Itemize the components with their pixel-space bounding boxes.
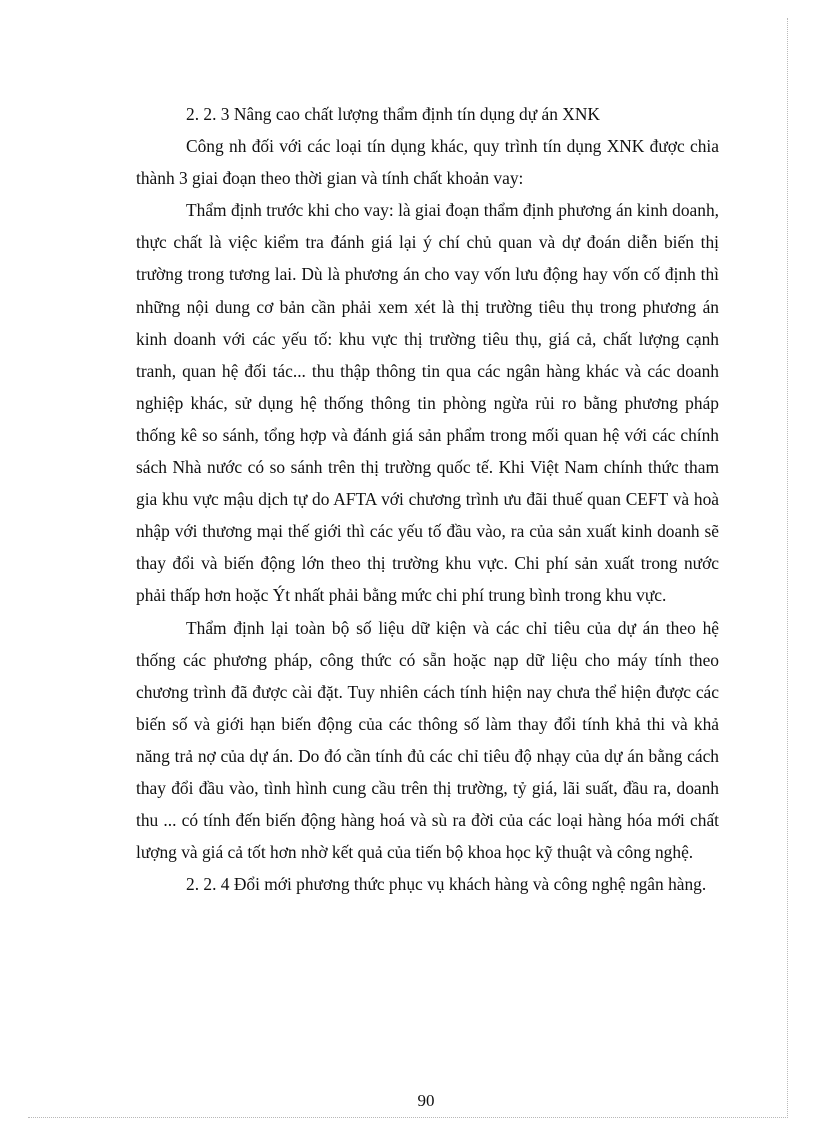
section-heading-2-2-3: 2. 2. 3 Nâng cao chất lượng thẩm định tín dụng dự án XNK xyxy=(186,104,600,124)
paragraph-pre-loan-appraisal: Thẩm định trước khi cho vay: là giai đoạn thẩm định phương án kinh doanh, thực chất là việc kiểm tra đánh giá lại ý chí chủ quan và dự đoán diễn biến thị trường trong tương lai. Dù là phương án cho vay vốn lưu động hay vốn cố định thì những nội dung cơ bản cần phải xem xét là thị trường tiêu thụ trong phương án kinh doanh với các yếu tố: khu vực thị trường tiêu thụ, giá cả, chất lượng cạnh tranh, quan hệ đối tác... thu thập thông tin qua các ngân hàng khác và các doanh nghiệp khác, sử dụng hệ thống thông tin phòng ngừa rủi ro bằng phương pháp thống kê so sánh, tổng hợp và đánh giá sản phẩm trong mối quan hệ với các chính sách Nhà nước có so sánh trên thị trường quốc tế. Khi Việt Nam chính thức tham gia khu vực mậu dịch tự do AFTA với chương trình ưu đãi thuế quan CEFT và hoà nhập với thương mại thế giới thì các yếu tố đầu vào, ra của sản xuất kinh doanh sẽ thay đổi và biến động lớn theo thị trường khu vực. Chi phí sản xuất trong nước phải thấp hơn hoặc Ýt nhất phải bằng mức chi phí trung bình trong khu vực. xyxy=(136,200,719,606)
paragraph-credit-process: Công nh đối với các loại tín dụng khác, quy trình tín dụng XNK được chia thành 3 giai đoạn theo thời gian và tính chất khoản vay: xyxy=(136,136,719,189)
document-body xyxy=(136,98,719,900)
section-heading-2-2-4: 2. 2. 4 Đổi mới phương thức phục vụ khách hàng và công nghệ ngân hàng. xyxy=(186,874,707,895)
paragraph-data-reappraisal: Thẩm định lại toàn bộ số liệu dữ kiện và các chỉ tiêu của dự án theo hệ thống các phương pháp, công thức có sẵn hoặc nạp dữ liệu cho máy tính theo chương trình đã được cài đặt. Tuy nhiên cách tính hiện nay chưa thể hiện được các biến số và giới hạn biến động của các thông số làm thay đổi tính khả thi và khả năng trả nợ của dự án. Do đó cần tính đủ các chỉ tiêu độ nhạy của dự án bằng cách thay đổi đầu vào, tình hình cung cầu trên thị trường, tỷ giá, lãi suất, đầu ra, doanh thu ... có tính đến biến động hàng hoá và sù ra đời của các loại hàng hóa mới chất lượng và giá cả tốt hơn nhờ kết quả của tiến bộ khoa học kỹ thuật và công nghệ. xyxy=(136,617,719,863)
page-number: 90 xyxy=(417,1091,435,1110)
